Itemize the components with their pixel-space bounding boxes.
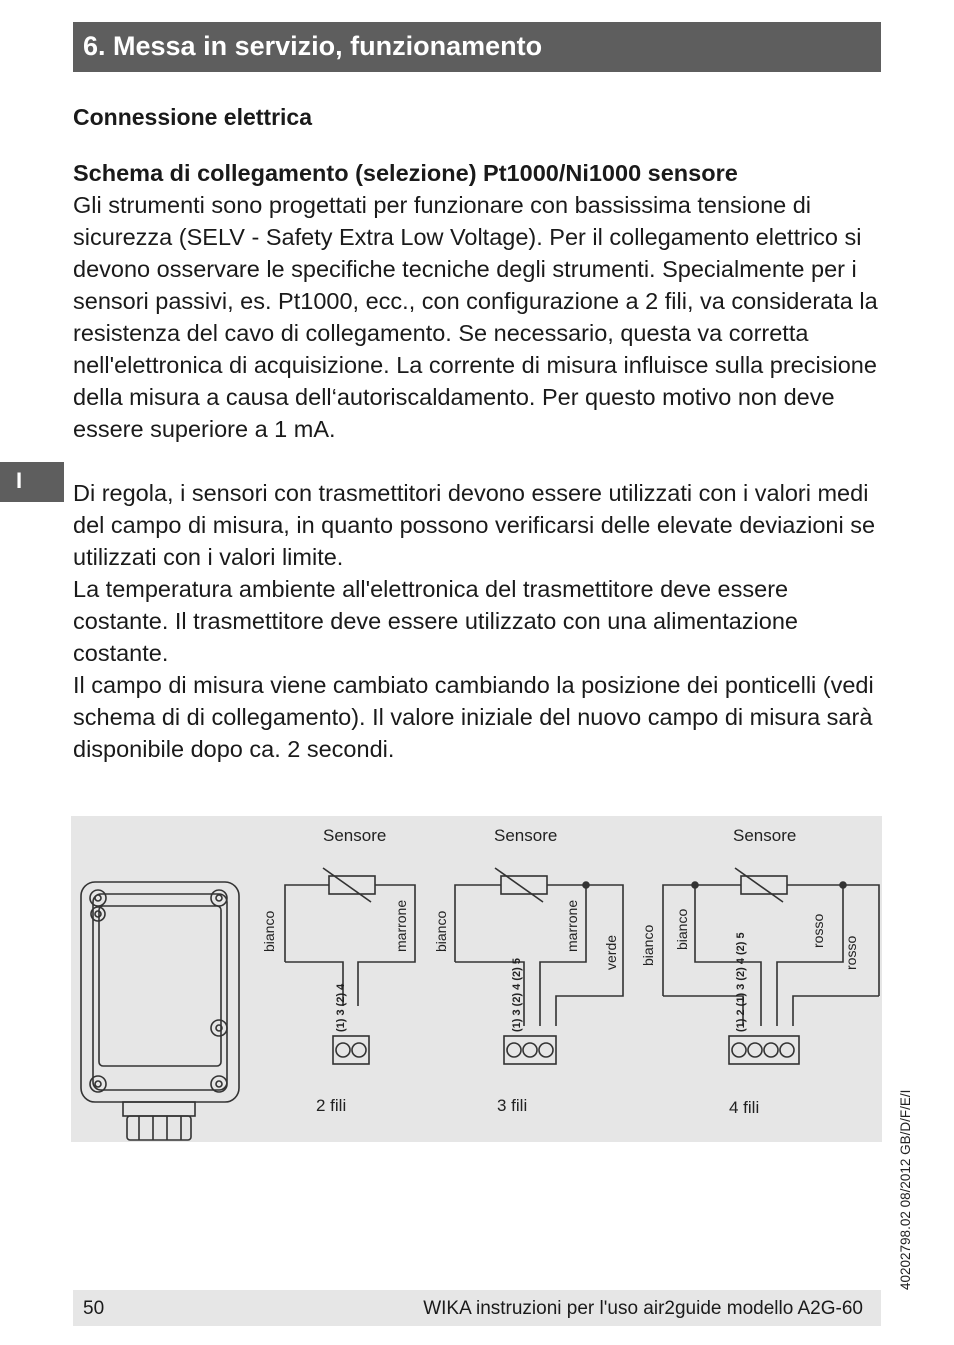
- four-wire-wire-1-label: bianco: [640, 924, 656, 966]
- two-wire-sensor-label: Sensore: [323, 826, 387, 845]
- four-wire-terminal-label: (1) 2 (1) 3 (2) 4 (2) 5: [735, 932, 747, 1032]
- three-wire-sensor-label: Sensore: [494, 826, 558, 845]
- three-wire-terminal-label: (1) 3 (2) 4 (2) 5: [511, 958, 523, 1032]
- section-header: [73, 22, 881, 72]
- section-heading: Connessione elettrica: [73, 104, 313, 130]
- three-wire-mid-wire-label: marrone: [564, 899, 580, 952]
- page-number: 50: [83, 1298, 105, 1319]
- paragraph-selv: Gli strumenti sono progettati per funzionare con bassissima tensione di sicurezza (SELV - Safety Extra Low Voltage). Per il collegamento elettrico si devono osservare le specifiche tecniche degli strumenti. Specialmente per i sensori passivi, es. Pt1000, ecc., con configurazione a 2 fili, va considerata la resistenza del cavo di collegamento. Se necessario, questa va corretta nell'elettronica di acquisizione. La corrente di misura influisce sulla precisione della misura a causa dell‘autoriscaldamento. Per questo motivo non deve essere superiore a 1 mA.: [73, 192, 878, 442]
- wiring-diagram-graphic: [71, 816, 882, 1142]
- three-wire-left-wire-label: bianco: [433, 910, 449, 952]
- subheading: Schema di collegamento (selezione) Pt1000/Ni1000 sensore: [73, 160, 738, 186]
- wiring-diagram: [71, 816, 882, 1142]
- three-wire-circuit: [455, 868, 623, 1064]
- two-wire-right-wire-label: marrone: [393, 899, 409, 952]
- four-wire-wire-3-label: rosso: [810, 913, 826, 948]
- paragraph-range: Il campo di misura viene cambiato cambiando la posizione dei ponticelli (vedi schema di di collegamento). Il valore iniziale del nuovo campo di misura sarà disponibile dopo ca. 2 secondi.: [73, 672, 874, 762]
- paragraph-gap: [73, 445, 883, 477]
- section-title: 6. Messa in servizio, funzionamento: [83, 31, 543, 61]
- language-tab: [0, 462, 64, 502]
- four-wire-sensor-label: Sensore: [733, 826, 797, 845]
- three-wire-caption: 3 fili: [497, 1096, 528, 1115]
- paragraph-transmitter: Di regola, i sensori con trasmettitori devono essere utilizzati con i valori medi del campo di misura, in quanto possono verificarsi delle elevate deviazioni se utilizzati con i valori limite.: [73, 480, 876, 570]
- three-wire-right-wire-label: verde: [603, 934, 619, 970]
- language-tab-label: I: [16, 468, 23, 493]
- four-wire-wire-2-label: bianco: [674, 908, 690, 950]
- footer-text: WIKA instruzioni per l'uso air2guide modello A2G-60: [423, 1298, 863, 1319]
- document-code: 40202798.02 08/2012 GB/D/F/E/I: [898, 1089, 913, 1290]
- page-footer: [73, 1290, 881, 1326]
- housing-drawing: [81, 882, 239, 1140]
- body-text: [73, 157, 883, 765]
- two-wire-circuit: [285, 868, 415, 1064]
- two-wire-terminal-label: (1) 3 (2) 4: [335, 983, 347, 1032]
- two-wire-left-wire-label: bianco: [261, 910, 277, 952]
- four-wire-caption: 4 fili: [729, 1098, 760, 1117]
- four-wire-wire-4-label: rosso: [843, 935, 859, 970]
- two-wire-caption: 2 fili: [316, 1096, 347, 1115]
- paragraph-temperature: La temperatura ambiente all'elettronica del trasmettitore deve essere costante. Il trasmettitore deve essere utilizzato con una alimentazione costante.: [73, 576, 798, 666]
